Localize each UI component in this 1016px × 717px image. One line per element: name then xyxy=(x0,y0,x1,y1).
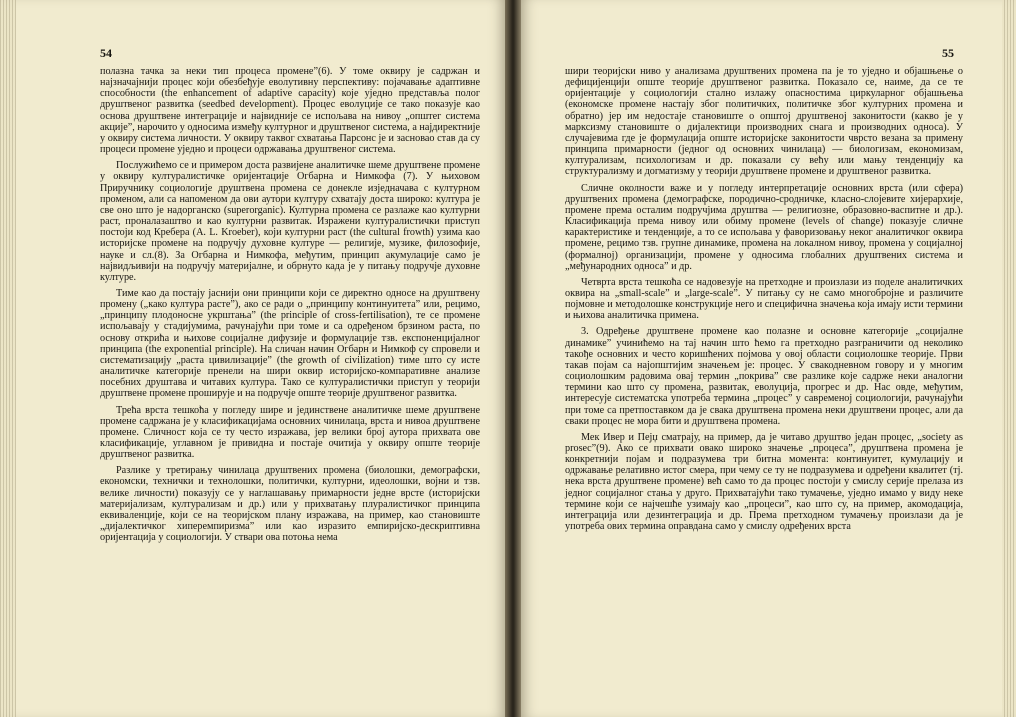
page-edge-left xyxy=(0,0,16,717)
book-gutter xyxy=(505,0,521,717)
paragraph: Разлике у третирању чинилаца друштвених промена (биолошки, демографски, економски, технички и технолошки, политички, културни, идеолошки, војни и тзв. велике личности) показују се у наглашавању примарности једне врсте (историјски материјализам, културализам и др.) или у прихватању плуралистичког принципа еквиваленције, који се на теоријском плану изражава, на пример, као становиште „дијалектичког хиперемпиризма” или као изразито емпиријско-дескриптивна оријентација у социологији. У ствари ова потоња нема xyxy=(100,465,480,544)
paragraph: Мек Ивер и Пејџ сматрају, на пример, да је читаво друштво један процес, „society as prosec”(9). Ако се прихвати овако широко значење „процеса”, друштвена промена је конкретнији појам и подразумева три битна момента: континуитет, кумулацију и одржавање релативно истог смера, при чему се ту не подразумева и одређени квалитет (тј. нека врста друштвене промене) већ само то да процес постоји у смислу серије прелаза из једног социјалног стања у друго. Прихватајући тако тумачење, уједно имамо у виду неке термине који се најчешће узимају као „процеси”, као што су, на пример, акомодација, интеграција или дезинтеграција и др. Према претходном тумачењу произлази да је употреба ових термина оправдана само у смислу одређених врста xyxy=(565,431,963,533)
paragraph: Послужићемо се и примером доста развијене аналитичке шеме друштвене промене у оквиру културалистичке оријентације Огбарна и Нимкофа (7). У њиховом Приручнику социологије друштвена промена се донекле изједначава с културном променом, али са напоменом да ови аутори културу схватају доста широко: култура је све оно што је надорганско (superorganic). Културна промена се разлаже као културни раст, проналазаштво и као културни развитак. Изражени културалистички приступ постоји код Кребера (А. L. Kroeber), који културни раст (the cultural frowth) узима као историјске промене на подручју духовне културе — религије, музике, филозофије, науке и сл.(8). За Огбарна и Нимкофа, међутим, принцип акумулације само је највидљивији на подручју материјалне, и обрнуто када је у питању подручје духовне културе. xyxy=(100,160,480,283)
paragraph: Трећа врста тешкоћа у погледу шире и јединствене аналитичке шеме друштвене промене садржана је у класификацијама основних чинилаца, врста и нивоа друштвене промене. Сличност која се ту често изражава, јер велики број аутора прихвата ове класификације, углавном је привидна и постаје очитија у оквиру опште теорије друштвеног развитка. xyxy=(100,404,480,461)
page-edge-right xyxy=(1002,0,1016,717)
paragraph: Сличне околности важе и у погледу интерпретације основних врста (или сфера) друштвених промена (демографске, породично-сродничке, класно-слојевите хијерархије, промене према осталим подручјима друштва — религиозне, образовно-васпитне и др.). Класификација према нивоу или обиму промене (levels of change) показује сличне карактеристике и тенденције, а то се испољава у фаворизовању неког аналитичког оквира промене, рецимо тзв. групне динамике, промена на локалном нивоу, промена у социјалној (формалној) организацији, промене у односима глобалних друштвених система и „међународних односа” и др. xyxy=(565,182,963,272)
right-page xyxy=(521,0,1016,717)
paragraph: Тиме као да постају јаснији они принципи који се директно односе на друштвену промену („како култура расте”), ако се ради о „принципу континуитета” или, рецимо, „принципу плодоносне укрштања” (the principle of cross-fertilisation), те се промене испољавају у стадијумима, рачунајући при томе и са одређеном брзином раста, по основу открића и њихове социјалне дифузије и формулације тзв. експоненцијалног принципа (the exponential principle). На сличан начин Огбарн и Нимкоф су спровели и систематизацију „раста цивилизације” (the growth of civilization) тиме што су исте аналитичке категорије пренели на шири оквир историјско-компаративне анализе посебних друштава и читавих култура. Тако се културалистички приступ у теорији друштвене промене проширује и на подручје опште теорије друштвеног развитка. xyxy=(100,287,480,400)
paragraph: Четврта врста тешкоћа се надовезује на претходне и произлази из поделе аналитичких оквира на „small-scale” и „large-scale”. У питању су не само многобројне и различите појмовне и методолошке конструкције него и специфична значења која имају исти термини и њихова аналитичка примена. xyxy=(565,276,963,322)
right-page-text xyxy=(565,66,963,532)
paragraph: шири теоријски ниво у анализама друштвених промена па је то уједно и објашњење о дефицијенцији опште теорије друштвеног развитка. Показало се, наиме, да се те оријентације у социологији стално излажу опасностима циркуларног објашњења (економске промене настају због политичких, политичке због културних промена и обратно) јер им недостаје становиште о општој друштвеној законитости (какво је у марксизму становиште о дијалектици производних снага и производних односа). У случајевима где је формулација опште историјске законитости чврсто везана за примену принципа примарности (једног од основних чинилаца) — биологизам, економизам, културализам, психологизам и др. показали су већу или мању тенденцију ка структурализму и догматизму у теорији друштвене промене и друштвеног развитка. xyxy=(565,66,963,178)
page-number-left: 54 xyxy=(100,46,112,60)
left-page xyxy=(0,0,505,717)
paragraph: полазна тачка за неки тип процеса промене”(6). У томе оквиру је садржан и најзначајнији процес који обезбеђује еволутивну перспективу: појачавање адаптивне способности (the enhancement of adaptive capacity) које уједно представља полог друштвеног развитка (seedbed development). Процес еволуције се тако показује као основа друштвене интеграције и највидније се испољава на нивоу „општег система акције”, нарочито у односима између културног и друштвеног система, а најдиректније у оквиру система личности. У оквиру таквог схватања Парсонс је и засновао став да су процеси промене уједно и процеси одржавања друштвеног система. xyxy=(100,66,480,156)
paragraph: 3. Одређење друштвене промене као полазне и основне категорије „социјалне динамике” учинићемо на тај начин што ћемо га претходно разграничити од неколико такође основних и често коришћених појмова у овој области социолошке теорије. Први такав појам са најопштијим значењем је: процес. У свакодневном говору и у многим социолошким радовима овај термин „покрива” све разлике које садрже неки аналогни термини као што су промена, развитак, еволуција, прогрес и др. Нас овде, међутим, интересује систематска употреба термина „процес” у савременој социологији, рачунајући при томе са претпоставком да је свака друштвена промена неки друштвени процес, али да сваки процес не мора бити и друштвена промена. xyxy=(565,326,963,427)
left-page-text xyxy=(100,66,480,543)
page-number-right: 55 xyxy=(942,46,954,60)
